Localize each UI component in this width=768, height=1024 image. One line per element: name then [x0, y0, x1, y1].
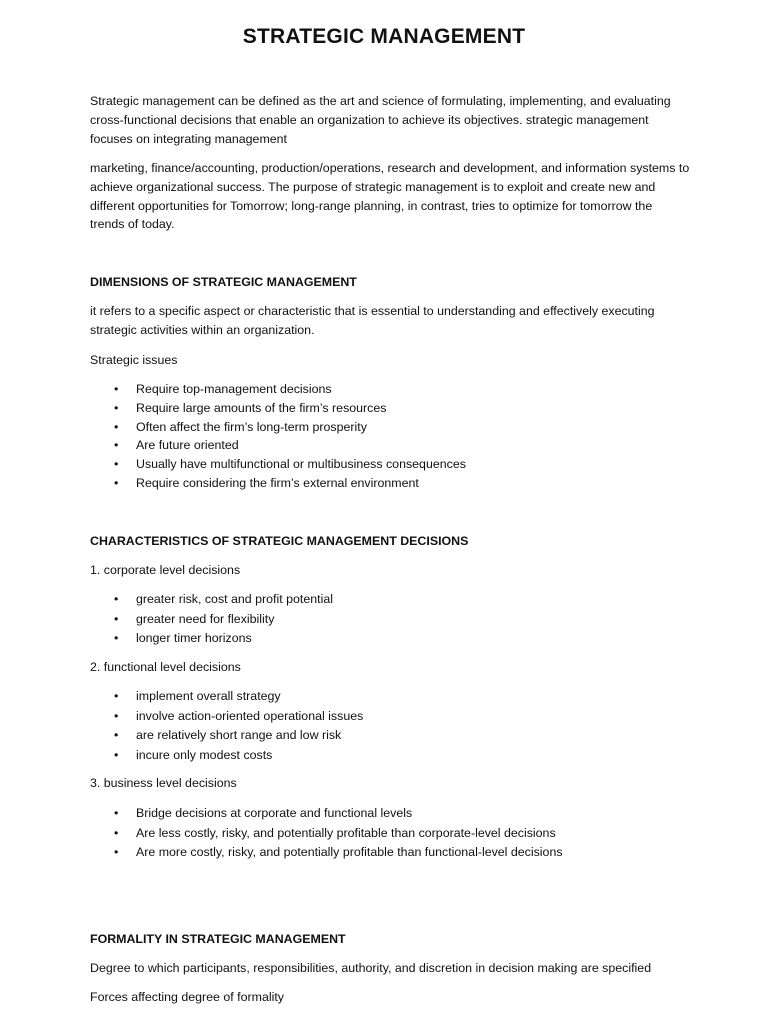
bullet-icon: •: [114, 845, 119, 859]
strategic-issues-label: Strategic issues: [90, 353, 178, 367]
bullet-icon: •: [114, 400, 119, 415]
bullet-icon: •: [114, 475, 119, 490]
bullet-icon: •: [114, 457, 119, 472]
business-level-list: [90, 804, 690, 863]
list-item: • Require large amounts of the firm’s resources: [90, 399, 690, 418]
bullet-icon: •: [114, 708, 119, 723]
list-item: • implement overall strategy: [90, 687, 690, 707]
list-item: • longer timer horizons: [90, 629, 690, 649]
formality-heading: FORMALITY IN STRATEGIC MANAGEMENT: [90, 932, 346, 946]
list-item: • Are less costly, risky, and potentially profitable than corporate-level decisions: [90, 824, 690, 844]
bullet-icon: •: [114, 438, 119, 453]
list-item: • Are future oriented: [90, 436, 690, 455]
bullet-icon: •: [114, 689, 119, 703]
functional-level-label: 2. functional level decisions: [90, 660, 241, 674]
list-item: • Often affect the firm’s long-term prosperity: [90, 418, 690, 437]
corporate-level-list: [90, 590, 690, 649]
business-level-label: 3. business level decisions: [90, 776, 237, 790]
list-item: • Require top-management decisions: [90, 380, 690, 399]
list-item: • greater risk, cost and profit potential: [90, 590, 690, 610]
bullet-icon: •: [114, 592, 119, 606]
list-item: • Are more costly, risky, and potentially profitable than functional-level decisions: [90, 843, 690, 863]
list-item: • Require considering the firm’s external environment: [90, 474, 690, 493]
list-item: • are relatively short range and low risk: [90, 726, 690, 746]
bullet-icon: •: [114, 419, 119, 434]
functional-level-list: [90, 687, 690, 765]
strategic-issues-list: [90, 380, 690, 493]
bullet-icon: •: [114, 382, 119, 396]
list-item: • Usually have multifunctional or multibusiness consequences: [90, 455, 690, 474]
bullet-icon: •: [114, 728, 119, 742]
bullet-icon: •: [114, 806, 119, 820]
intro-paragraph-1: Strategic management can be defined as the art and science of formulating, implementing, and evaluating cross-functional decisions that enable an organization to achieve its objectives. strategic management focuses on integrating management: [90, 94, 671, 146]
intro-paragraph-2: marketing, finance/accounting, production/operations, research and development, and information systems to achieve organizational success. The purpose of strategic management is to exploit and create new and different opportunities for Tomorrow; long-range planning, in contrast, tries to optimize for tomorrow the trends of today.: [90, 161, 690, 232]
formality-text: Degree to which participants, responsibilities, authority, and discretion in decision making are specified: [90, 961, 652, 975]
list-item: • greater need for flexibility: [90, 610, 690, 630]
bullet-icon: •: [114, 611, 119, 626]
bullet-icon: •: [114, 631, 119, 645]
corporate-level-label: 1. corporate level decisions: [90, 563, 241, 577]
dimensions-heading: DIMENSIONS OF STRATEGIC MANAGEMENT: [90, 275, 357, 289]
bullet-icon: •: [114, 747, 119, 762]
formality-forces-label: Forces affecting degree of formality: [90, 990, 284, 1004]
characteristics-heading: CHARACTERISTICS OF STRATEGIC MANAGEMENT DECISIONS: [90, 534, 469, 548]
list-item: • Bridge decisions at corporate and functional levels: [90, 804, 690, 824]
list-item: • involve action-oriented operational issues: [90, 707, 690, 727]
dimensions-text: it refers to a specific aspect or characteristic that is essential to understanding and effectively executing strategic activities within an organization.: [90, 304, 655, 337]
bullet-icon: •: [114, 825, 119, 840]
list-item: • incure only modest costs: [90, 746, 690, 766]
page-title: STRATEGIC MANAGEMENT: [242, 25, 526, 48]
